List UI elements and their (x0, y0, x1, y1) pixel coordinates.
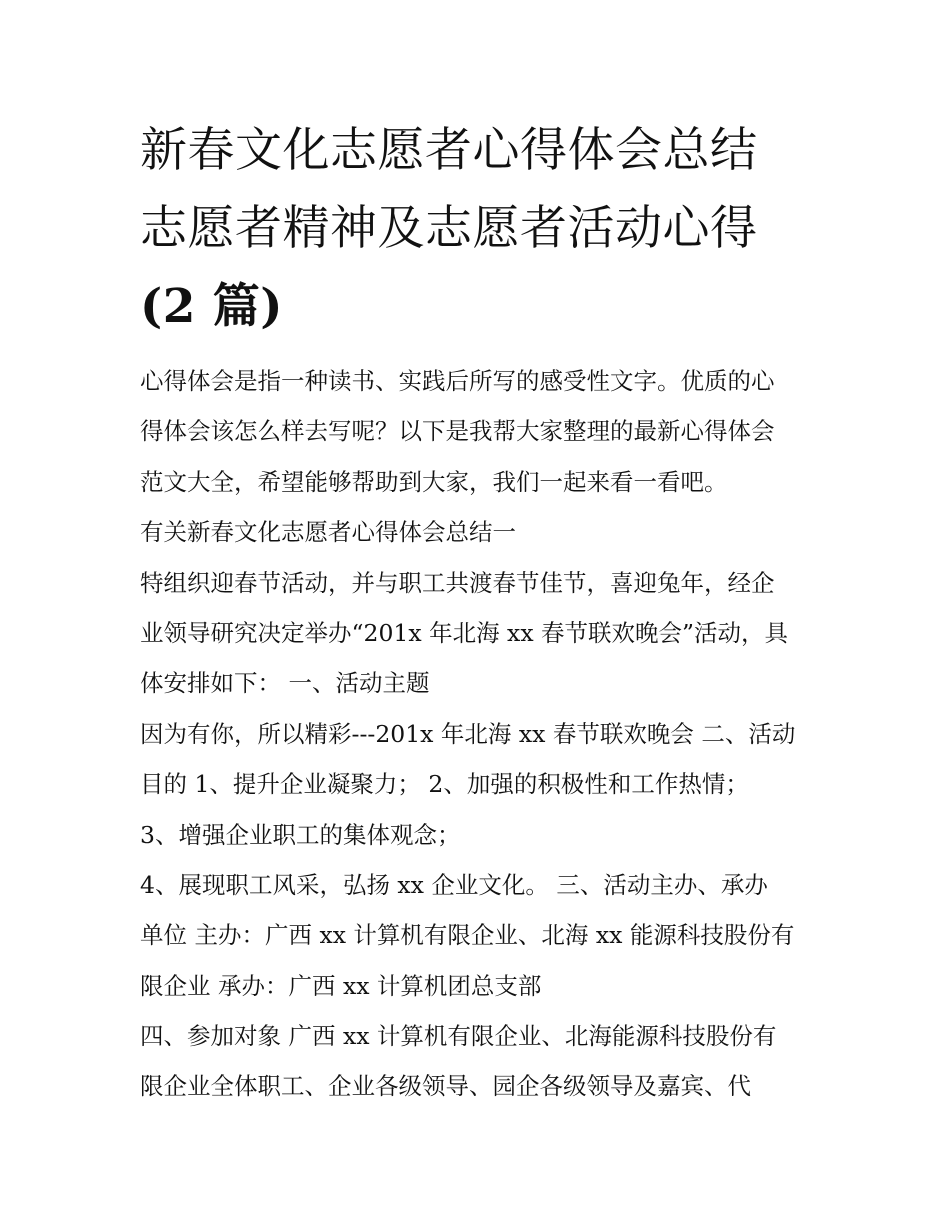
intro-line-2: 得体会该怎么样去写呢？以下是我帮大家整理的最新心得体会 (140, 417, 775, 446)
body-line-1: 特组织迎春节活动，并与职工共渡春节佳节，喜迎兔年，经企 (140, 568, 775, 597)
body-line-2: 业领导研究决定举办“201x 年北海 xx 春节联欢晚会”活动，具 (140, 618, 789, 647)
title-line-3: (2 篇) (140, 279, 284, 334)
body-line-3: 体安排如下： 一、活动主题 (140, 669, 430, 698)
body-line-9: 限企业 承办：广西 xx 计算机团总支部 (140, 971, 542, 1000)
body-line-11: 限企业全体职工、企业各级领导、园企各级领导及嘉宾、代 (140, 1072, 751, 1101)
body-line-7: 4、展现职工风采，弘扬 xx 企业文化。 三、活动主办、承办 (140, 870, 768, 899)
body-line-5: 目的 1、提升企业凝聚力； 2、加强的积极性和工作热情； (140, 770, 749, 799)
document-title (140, 112, 820, 346)
body-line-6: 3、增强企业职工的集体观念； (140, 820, 461, 849)
body-line-8: 单位 主办：广西 xx 计算机有限企业、北海 xx 能源科技股份有 (140, 921, 795, 950)
body-line-4: 因为有你，所以精彩---201x 年北海 xx 春节联欢晚会 二、活动 (140, 719, 796, 748)
intro-line-1: 心得体会是指一种读书、实践后所写的感受性文字。优质的心 (140, 367, 775, 395)
section-heading: 有关新春文化志愿者心得体会总结一 (140, 518, 516, 547)
intro-line-3: 范文大全，希望能够帮助到大家，我们一起来看一看吧。 (140, 467, 728, 496)
document-body (140, 356, 820, 1112)
title-line-2: 志愿者精神及志愿者活动心得 (140, 201, 758, 256)
title-line-1: 新春文化志愿者心得体会总结 (140, 123, 758, 178)
body-line-10: 四、参加对象 广西 xx 计算机有限企业、北海能源科技股份有 (140, 1022, 777, 1051)
